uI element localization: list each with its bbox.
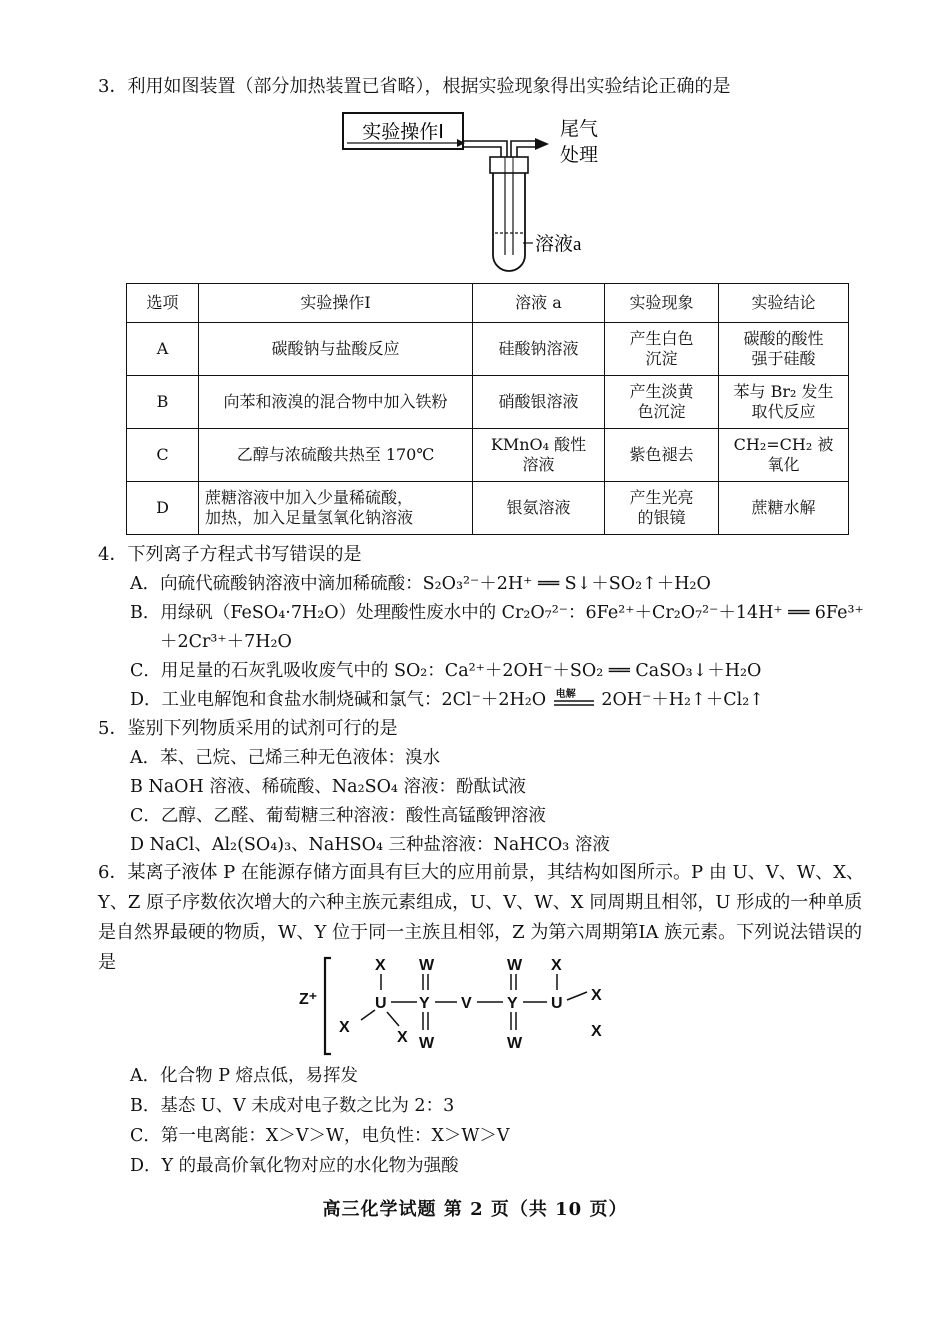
atom-x-top-right: X — [551, 957, 562, 974]
exhaust-arrow — [535, 138, 549, 150]
cell-phenomenon: 产生淡黄 色沉淀 — [605, 376, 719, 429]
cell-conclusion: 碳酸的酸性 强于硅酸 — [719, 323, 849, 376]
cell-solution: KMnO₄ 酸性 溶液 — [473, 429, 605, 482]
cell-solution: 硅酸钠溶液 — [473, 323, 605, 376]
table-row — [127, 429, 849, 482]
cell-operation: 乙醇与浓硫酸共热至 170℃ — [199, 429, 473, 482]
table-row — [127, 482, 849, 535]
apparatus-diagram — [335, 105, 655, 280]
q6-option-d: D．Y 的最高价氧化物对应的水化物为强酸 — [130, 1156, 459, 1176]
atom-w-bottom-right: W — [507, 1035, 523, 1052]
cell-option: D — [127, 482, 199, 535]
cell-conclusion: 蔗糖水解 — [719, 482, 849, 535]
q3-table — [126, 283, 849, 535]
cell-conclusion: 苯与 Br₂ 发生 取代反应 — [719, 376, 849, 429]
operation-box-label: 实验操作Ⅰ — [362, 122, 444, 143]
atom-u-left: U — [375, 995, 387, 1012]
atom-u-right: U — [551, 995, 563, 1012]
q4-option-d-left: D．工业电解饱和食盐水制烧碱和氯气：2Cl⁻＋2H₂O — [130, 690, 547, 710]
cation-label: Z⁺ — [299, 991, 318, 1008]
page-footer: 高三化学试题 第 2 页（共 10 页） — [322, 1199, 628, 1220]
q5-option-a: A．苯、己烷、己烯三种无色液体：溴水 — [130, 748, 441, 768]
test-tube — [493, 173, 525, 271]
cell-phenomenon: 产生白色 沉淀 — [605, 323, 719, 376]
atom-x-right: X — [591, 987, 602, 1004]
ionic-liquid-structure — [295, 950, 635, 1060]
q3-stem: 3．利用如图装置（部分加热装置已省略），根据实验现象得出实验结论正确的是 — [98, 76, 731, 97]
q4-stem: 4．下列离子方程式书写错误的是 — [98, 544, 362, 565]
q4-option-b-line2: ＋2Cr³⁺＋7H₂O — [160, 632, 292, 652]
q5-stem: 5．鉴别下列物质采用的试剂可行的是 — [98, 718, 398, 739]
atom-y-right: Y — [507, 995, 518, 1012]
atom-w-top-left: W — [419, 957, 435, 974]
q4-option-b-line1: B．用绿矾（FeSO₄·7H₂O）处理酸性废水中的 Cr₂O₇²⁻：6Fe²⁺＋Cr₂O₇²⁻＋14H⁺ ══ 6Fe³⁺ — [130, 603, 864, 623]
q4-option-c: C．用足量的石灰乳吸收废气中的 SO₂：Ca²⁺＋2OH⁻＋SO₂ ══ CaSO₃↓＋H₂O — [130, 661, 762, 681]
q4-option-d-right: 2OH⁻＋H₂↑＋Cl₂↑ — [601, 690, 764, 710]
header-solution: 溶液 a — [473, 284, 605, 323]
q6-stem: 6．某离子液体 P 在能源存储方面具有巨大的应用前景，其结构如图所示。P 由 U、V、W、X、Y、Z 原子序数依次增大的六种主族元素组成，U、V、W、X 同周期且相邻，U 形成的一种单质是自然界最硬的物质，W、Y 位于同一主族且相邻，Z 为第六周期第ⅠA 族元素。下列说法错误的是 — [98, 862, 865, 973]
q5-option-c: C．乙醇、乙醛、葡萄糖三种溶液：酸性高锰酸钾溶液 — [130, 806, 546, 826]
table-row — [127, 376, 849, 429]
table-header-row — [127, 284, 849, 323]
exhaust-label-2: 处理 — [560, 145, 599, 166]
cell-option: B — [127, 376, 199, 429]
cell-solution: 银氨溶液 — [473, 482, 605, 535]
cell-phenomenon: 产生光亮 的银镜 — [605, 482, 719, 535]
electrolysis-condition: 电解 — [555, 688, 576, 700]
cell-operation: 向苯和液溴的混合物中加入铁粉 — [199, 376, 473, 429]
cell-solution: 硝酸银溶液 — [473, 376, 605, 429]
cell-operation: 碳酸钠与盐酸反应 — [199, 323, 473, 376]
exhaust-label-1: 尾气 — [560, 119, 599, 140]
q4-option-d — [130, 688, 764, 713]
stopper — [490, 157, 528, 173]
atom-v: V — [461, 995, 472, 1012]
q4-option-a: A．向硫代硫酸钠溶液中滴加稀硫酸：S₂O₃²⁻＋2H⁺ ══ S↓＋SO₂↑＋H₂O — [130, 574, 711, 594]
cell-conclusion: CH₂=CH₂ 被 氧化 — [719, 429, 849, 482]
q6-option-c: C．第一电离能：X＞V＞W，电负性：X＞W＞V — [130, 1126, 510, 1146]
header-phenomenon: 实验现象 — [605, 284, 719, 323]
atom-w-top-right: W — [507, 957, 523, 974]
header-option: 选项 — [127, 284, 199, 323]
header-operation: 实验操作Ⅰ — [199, 284, 473, 323]
atom-x-bottom-mid: X — [397, 1029, 408, 1046]
q5-option-d: D NaCl、Al₂(SO₄)₃、NaHSO₄ 三种盐溶液：NaHCO₃ 溶液 — [130, 835, 610, 855]
cell-operation: 蔗糖溶液中加入少量稀硫酸， 加热，加入足量氢氧化钠溶液 — [199, 482, 473, 535]
solution-label: 溶液a — [535, 234, 582, 255]
q6-option-b: B．基态 U、V 未成对电子数之比为 2：3 — [130, 1096, 455, 1116]
table-row — [127, 323, 849, 376]
cell-option: A — [127, 323, 199, 376]
electrolysis-arrow — [552, 689, 596, 713]
header-conclusion: 实验结论 — [719, 284, 849, 323]
cell-option: C — [127, 429, 199, 482]
atom-y-left: Y — [419, 995, 430, 1012]
atom-x-bottom-left: X — [339, 1019, 350, 1036]
atom-x-top-left: X — [375, 957, 386, 974]
bracket — [325, 958, 331, 1054]
q6-option-a: A．化合物 P 熔点低，易挥发 — [130, 1066, 359, 1086]
q5-option-b: B NaOH 溶液、稀硫酸、Na₂SO₄ 溶液：酚酞试液 — [130, 777, 527, 797]
atom-w-bottom-left: W — [419, 1035, 435, 1052]
cell-phenomenon: 紫色褪去 — [605, 429, 719, 482]
atom-x-far-right: X — [591, 1023, 602, 1040]
